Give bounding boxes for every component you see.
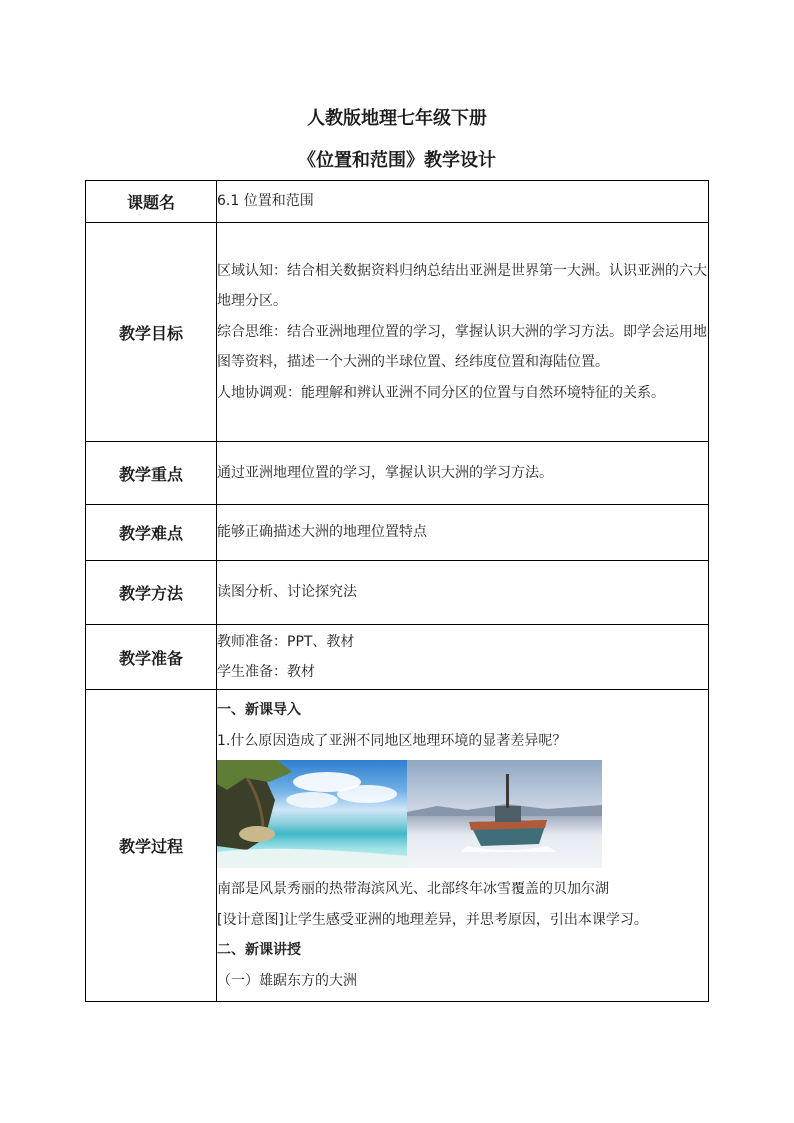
value-objectives [217, 223, 709, 442]
objective-regional: 区域认知：结合相关数据资料归纳总结出亚洲是世界第一大洲。认识亚洲的六大地理分区。 [217, 262, 707, 310]
label-key-points: 教学重点 [86, 442, 217, 505]
section-intro-heading: 一、新课导入 [217, 702, 301, 718]
design-intent: [设计意图]让学生感受亚洲的地理差异，并思考原因，引出本课学习。 [217, 911, 648, 928]
objective-thinking: 综合思维：结合亚洲地理位置的学习，掌握认识大洲的学习方法。即学会运用地图等资料，描述一个大洲的半球位置、经纬度位置和海陆位置。 [217, 323, 707, 371]
value-key-points: 通过亚洲地理位置的学习，掌握认识大洲的学习方法。 [217, 442, 709, 505]
row-process [86, 690, 709, 1002]
row-objectives [86, 223, 709, 442]
value-difficulties: 能够正确描述大洲的地理位置特点 [217, 505, 709, 561]
tropical-beach-photo [217, 760, 407, 868]
label-difficulties: 教学难点 [86, 505, 217, 561]
frozen-baikal-photo [407, 760, 602, 868]
label-process: 教学过程 [86, 690, 217, 1002]
student-preparation: 学生准备：教材 [217, 664, 315, 680]
value-preparation [217, 625, 709, 690]
document-subtitle: 《位置和范围》教学设计 [298, 150, 496, 171]
intro-question: 1.什么原因造成了亚洲不同地区地理环境的显著差异呢？ [217, 732, 567, 749]
label-methods: 教学方法 [86, 561, 217, 625]
beach-scene-graphic [217, 760, 407, 868]
ice-scene-graphic [407, 760, 602, 868]
row-topic [86, 181, 709, 223]
teacher-preparation: 教师准备：PPT、教材 [217, 633, 355, 650]
row-difficulties [86, 505, 709, 561]
label-objectives: 教学目标 [86, 223, 217, 442]
comparison-photos [217, 760, 602, 868]
row-key-points [86, 442, 709, 505]
lesson-plan-table [85, 180, 709, 1002]
value-process [217, 690, 709, 1002]
subsection-heading: （一）雄踞东方的大洲 [217, 972, 357, 989]
section-lecture-heading: 二、新课讲授 [217, 942, 301, 958]
row-methods [86, 561, 709, 625]
label-preparation: 教学准备 [86, 625, 217, 690]
label-topic: 课题名 [86, 181, 217, 223]
value-topic: 6.1 位置和范围 [217, 181, 709, 223]
value-methods: 读图分析、讨论探究法 [217, 561, 709, 625]
row-preparation [86, 625, 709, 690]
photo-caption: 南部是风景秀丽的热带海滨风光、北部终年冰雪覆盖的贝加尔湖 [217, 881, 609, 897]
document-title: 人教版地理七年级下册 [307, 108, 487, 129]
objective-harmony: 人地协调观：能理解和辨认亚洲不同分区的位置与自然环境特征的关系。 [217, 384, 665, 401]
